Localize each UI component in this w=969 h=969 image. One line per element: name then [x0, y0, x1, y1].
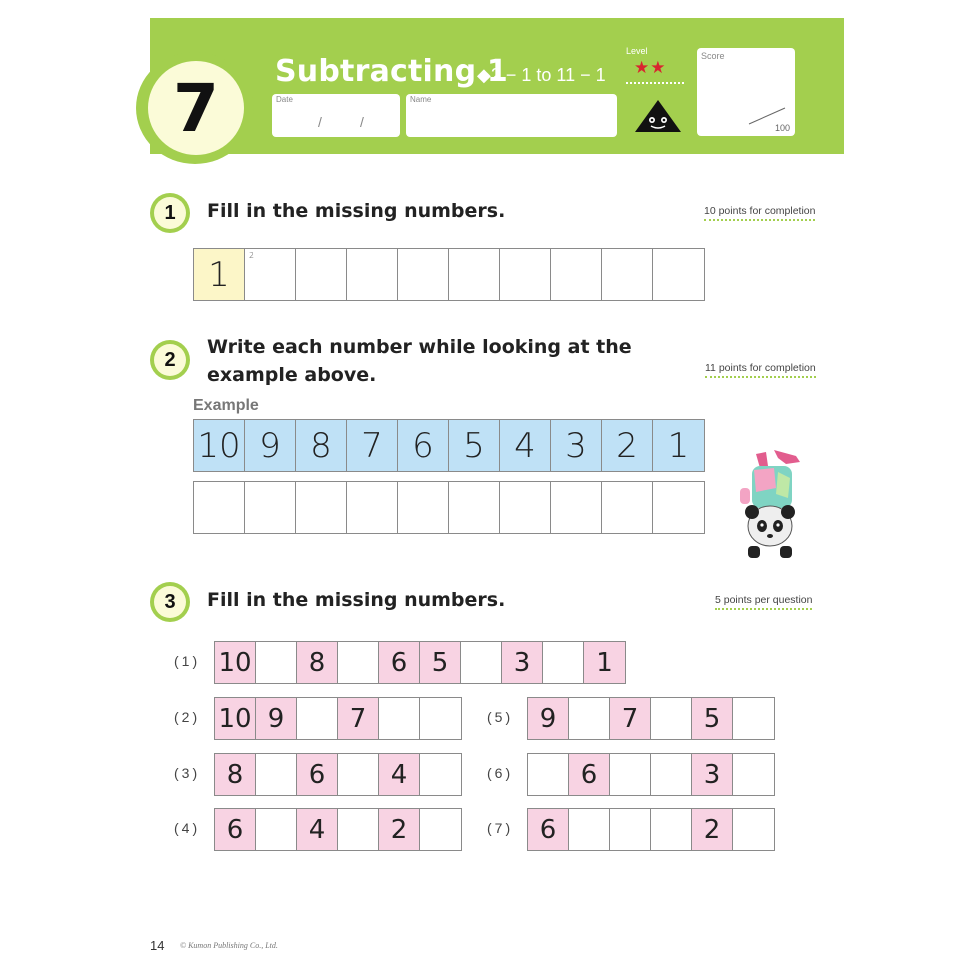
row-label: (4) — [174, 820, 201, 836]
given-cell: 6 — [528, 809, 569, 850]
q1-cell[interactable] — [500, 249, 551, 300]
answer-cell[interactable] — [338, 754, 379, 795]
score-total: 100 — [774, 123, 790, 133]
example-label: Example — [193, 397, 259, 414]
given-cell: 3 — [502, 642, 543, 683]
q2-answer-cell[interactable] — [602, 482, 653, 533]
q1-cell[interactable] — [602, 249, 653, 300]
answer-cell[interactable] — [528, 754, 569, 795]
q1-grid — [193, 248, 705, 301]
q2-answer-cell[interactable] — [398, 482, 449, 533]
q2-answer-cell[interactable] — [296, 482, 347, 533]
q1-cell[interactable] — [653, 249, 704, 300]
answer-cell[interactable] — [733, 754, 774, 795]
answer-cell[interactable] — [420, 754, 461, 795]
answer-cell[interactable] — [338, 809, 379, 850]
q1-cell[interactable] — [551, 249, 602, 300]
answer-cell[interactable] — [651, 698, 692, 739]
q1-hint: 2 — [249, 251, 255, 260]
given-cell: 10 — [215, 642, 256, 683]
q3-row-2 — [214, 697, 462, 740]
question-2-number: 2 — [154, 344, 186, 376]
given-cell: 10 — [215, 698, 256, 739]
q2-answer-cell[interactable] — [347, 482, 398, 533]
divider — [626, 82, 684, 84]
question-3-badge — [150, 582, 190, 622]
given-cell: 6 — [569, 754, 610, 795]
triangle-mascot-icon — [633, 98, 683, 134]
given-cell: 7 — [610, 698, 651, 739]
question-1-badge — [150, 193, 190, 233]
answer-cell[interactable] — [733, 809, 774, 850]
q2-answer-cell[interactable] — [551, 482, 602, 533]
example-cell: 9 — [245, 420, 296, 471]
q2-answer-cell[interactable] — [245, 482, 296, 533]
question-2-text — [207, 333, 632, 389]
name-label: Name — [410, 95, 432, 104]
page-number: 14 — [150, 938, 165, 953]
q1-cell[interactable] — [245, 249, 296, 300]
q1-cell[interactable] — [449, 249, 500, 300]
date-label: Date — [276, 95, 293, 104]
answer-cell[interactable] — [569, 698, 610, 739]
example-grid — [193, 419, 705, 472]
given-cell: 8 — [297, 642, 338, 683]
answer-cell[interactable] — [256, 809, 297, 850]
example-cell: 4 — [500, 420, 551, 471]
q3-row-7 — [527, 808, 775, 851]
given-cell: 8 — [215, 754, 256, 795]
given-cell: 6 — [215, 809, 256, 850]
given-cell: 6 — [379, 642, 420, 683]
score-label: Score — [701, 51, 725, 61]
q1-cell[interactable] — [347, 249, 398, 300]
given-cell: 1 — [584, 642, 625, 683]
answer-cell[interactable] — [569, 809, 610, 850]
copyright: © Kumon Publishing Co., Ltd. — [180, 941, 278, 950]
answer-cell[interactable] — [420, 809, 461, 850]
date-field[interactable] — [272, 94, 400, 137]
question-3-number: 3 — [154, 586, 186, 618]
name-field[interactable] — [406, 94, 617, 137]
page-subtitle: ◆2 − 1 to 11 − 1 — [477, 65, 606, 85]
row-label: (2) — [174, 709, 201, 725]
given-cell: 2 — [692, 809, 733, 850]
q3-row-4 — [214, 808, 462, 851]
example-cell: 10 — [194, 420, 245, 471]
answer-cell[interactable] — [610, 809, 651, 850]
given-cell: 7 — [338, 698, 379, 739]
page-title: Subtracting 1 — [275, 54, 508, 89]
row-label: (5) — [487, 709, 514, 725]
example-cell: 1 — [653, 420, 704, 471]
answer-cell[interactable] — [297, 698, 338, 739]
example-cell: 5 — [449, 420, 500, 471]
date-separator: / — [318, 114, 322, 130]
row-label: (7) — [487, 820, 514, 836]
question-1-points: 10 points for completion — [704, 205, 815, 221]
q2-answer-cell[interactable] — [500, 482, 551, 533]
example-cell: 7 — [347, 420, 398, 471]
row-label: (1) — [174, 653, 201, 669]
given-cell: 9 — [528, 698, 569, 739]
question-1-text: Fill in the missing numbers. — [207, 200, 506, 222]
q1-cell: 1 — [194, 249, 245, 300]
row-label: (6) — [487, 765, 514, 781]
answer-cell[interactable] — [338, 642, 379, 683]
question-3-points: 5 points per question — [715, 594, 812, 610]
q2-answer-cell[interactable] — [449, 482, 500, 533]
question-3-text: Fill in the missing numbers. — [207, 589, 506, 611]
given-cell: 3 — [692, 754, 733, 795]
date-separator: / — [360, 114, 364, 130]
question-2-points: 11 points for completion — [705, 362, 816, 378]
question-2-line: Write each number while looking at the — [207, 336, 632, 358]
example-cell: 6 — [398, 420, 449, 471]
answer-cell[interactable] — [379, 698, 420, 739]
row-label: (3) — [174, 765, 201, 781]
q1-cell[interactable] — [296, 249, 347, 300]
example-cell: 2 — [602, 420, 653, 471]
q2-answer-cell[interactable] — [653, 482, 704, 533]
q2-answer-grid — [193, 481, 705, 534]
answer-cell[interactable] — [256, 754, 297, 795]
answer-cell[interactable] — [610, 754, 651, 795]
q2-answer-cell[interactable] — [194, 482, 245, 533]
level-stars-icon: ★★ — [634, 58, 667, 77]
answer-cell[interactable] — [651, 754, 692, 795]
given-cell: 4 — [379, 754, 420, 795]
q3-row-1 — [214, 641, 626, 684]
question-2-badge — [150, 340, 190, 380]
answer-cell[interactable] — [733, 698, 774, 739]
answer-cell[interactable] — [461, 642, 502, 683]
given-cell: 5 — [420, 642, 461, 683]
question-1-number: 1 — [154, 197, 186, 229]
given-cell: 6 — [297, 754, 338, 795]
q3-row-5 — [527, 697, 775, 740]
q3-row-3 — [214, 753, 462, 796]
given-cell: 9 — [256, 698, 297, 739]
level-label: Level — [626, 46, 648, 56]
given-cell: 5 — [692, 698, 733, 739]
q3-row-6 — [527, 753, 775, 796]
answer-cell[interactable] — [543, 642, 584, 683]
q1-cell[interactable] — [398, 249, 449, 300]
question-2-line: example above. — [207, 364, 377, 386]
handstand-panda-illustration — [734, 448, 808, 562]
answer-cell[interactable] — [651, 809, 692, 850]
answer-cell[interactable] — [420, 698, 461, 739]
example-cell: 3 — [551, 420, 602, 471]
given-cell: 4 — [297, 809, 338, 850]
example-cell: 8 — [296, 420, 347, 471]
lesson-number: 7 — [148, 61, 244, 155]
score-box[interactable] — [697, 48, 795, 136]
answer-cell[interactable] — [256, 642, 297, 683]
given-cell: 2 — [379, 809, 420, 850]
